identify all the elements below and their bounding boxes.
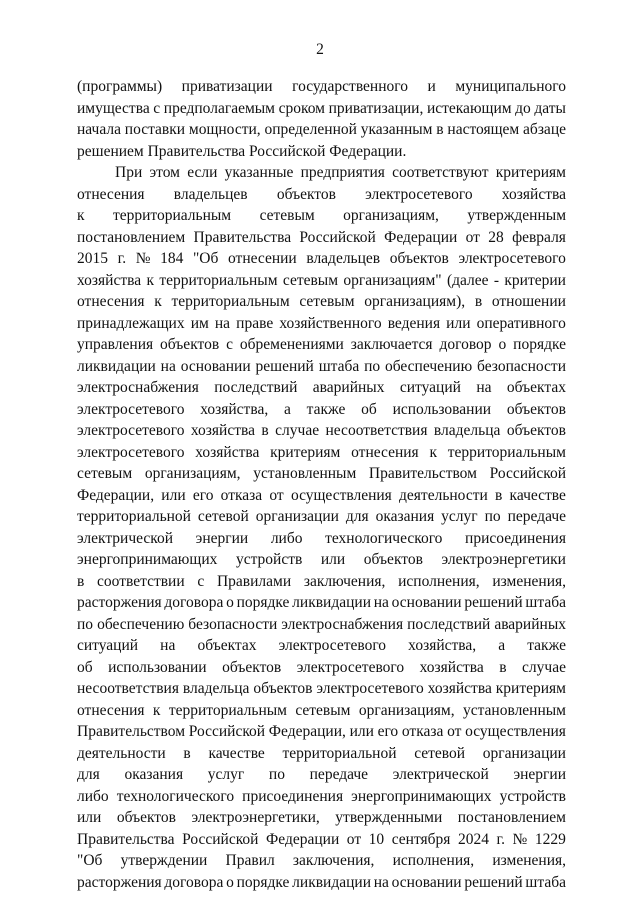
word: устройств — [499, 787, 566, 805]
word: порядке — [513, 336, 566, 353]
word: электросетевого — [365, 185, 473, 203]
word: ведения — [387, 314, 441, 332]
word: территориальной — [282, 744, 397, 762]
text-line — [77, 119, 566, 141]
word: абзаце — [523, 121, 566, 138]
word: сентября — [391, 830, 451, 848]
word: обременениями — [239, 336, 344, 353]
word: договора — [164, 873, 224, 891]
word: организации — [255, 508, 339, 525]
word: также — [306, 400, 346, 418]
word: изменения, — [492, 852, 566, 869]
word: критериям — [495, 680, 566, 697]
word: на — [214, 314, 231, 332]
word: (далее — [446, 271, 489, 289]
word: 1229 — [534, 830, 566, 848]
word: или — [161, 486, 186, 504]
word: предприятия — [300, 164, 385, 181]
page-number: 2 — [316, 41, 324, 58]
word: об — [361, 400, 377, 418]
word: также — [527, 637, 566, 654]
word: организациям, — [343, 207, 439, 224]
word: критериям — [495, 164, 566, 181]
word: соответствуют — [392, 164, 489, 181]
word: организациям, — [358, 701, 455, 719]
word: штаба — [318, 357, 360, 375]
word: к — [154, 293, 162, 310]
word: имущества — [77, 99, 150, 117]
word: постановлением — [77, 228, 186, 246]
word: безопасности — [188, 615, 278, 633]
word: штаба — [525, 594, 566, 611]
word: исполнения, — [392, 852, 475, 869]
text-line — [77, 98, 566, 120]
text-line — [77, 184, 566, 206]
word: присоединения — [465, 529, 566, 547]
word: ситуаций — [77, 637, 139, 654]
word: к — [152, 701, 161, 719]
word: к — [429, 443, 437, 461]
word: организации — [482, 744, 566, 762]
word: по — [268, 766, 285, 783]
word: заключения, — [292, 852, 375, 869]
word: по — [484, 508, 501, 525]
word: мощности, — [188, 121, 261, 138]
word: устройств — [235, 551, 303, 568]
word: 184 — [160, 250, 184, 267]
text-line — [77, 721, 566, 743]
word: в — [261, 422, 269, 439]
word: или — [349, 723, 374, 740]
word: договора — [164, 594, 224, 611]
text-line — [77, 743, 566, 765]
word: настоящем — [447, 121, 520, 138]
word: передаче — [507, 508, 566, 525]
word: даты — [534, 99, 566, 117]
word: качестве — [208, 744, 265, 762]
word: в — [77, 572, 85, 590]
word: отношении — [491, 293, 566, 310]
word: ликвидации — [77, 357, 156, 375]
word: до — [515, 99, 531, 117]
text-line — [77, 227, 566, 249]
word: 10 — [368, 830, 385, 848]
word: а — [498, 637, 506, 654]
word: передаче — [309, 766, 369, 783]
word: 28 — [488, 228, 504, 246]
word: электроэнергетики, — [191, 809, 320, 826]
word: электросетевого — [316, 680, 424, 697]
word: случае — [275, 422, 320, 439]
word: на — [160, 357, 176, 375]
word: использовании — [108, 658, 207, 676]
word: отнесения — [77, 185, 145, 203]
word: утвержденным — [467, 207, 566, 224]
word: "Об — [77, 852, 103, 869]
word: 2024 — [457, 830, 489, 848]
word: владельцев — [306, 250, 381, 267]
word: обеспечению — [97, 615, 185, 633]
word: "Об — [192, 250, 219, 267]
word: электроснабжения — [281, 615, 404, 633]
word: объектов — [160, 336, 220, 353]
word: - — [493, 271, 500, 289]
word: утвержденными — [335, 809, 443, 826]
word: хозяйства — [419, 658, 484, 676]
word: установленным — [462, 701, 566, 719]
word: начала — [77, 121, 121, 138]
word: от — [346, 830, 362, 848]
word: Правительством — [77, 723, 186, 740]
word: в — [183, 744, 191, 762]
word: оперативного — [476, 314, 566, 332]
word: по — [364, 357, 381, 375]
word: территориальным — [171, 293, 290, 310]
text-line — [77, 678, 566, 700]
text-line: решением Правительства Российской Федерации. — [77, 142, 407, 160]
text-line — [77, 205, 566, 227]
word: на — [476, 379, 492, 396]
word: услуг — [207, 766, 245, 783]
word: сетевой — [414, 744, 466, 762]
word: либо — [77, 787, 109, 805]
word: организациям), — [364, 293, 466, 310]
word: принадлежащих — [77, 314, 185, 332]
word: отнесения — [77, 293, 145, 310]
word: При — [115, 164, 143, 181]
word: с — [226, 336, 233, 353]
text-line — [77, 549, 566, 571]
text-line — [77, 463, 566, 485]
word: его — [377, 723, 399, 740]
word: Федерации — [266, 830, 340, 848]
word: в — [474, 293, 483, 310]
word: качестве — [509, 486, 566, 504]
word: им — [190, 314, 209, 332]
text-line — [77, 592, 566, 614]
word: энергии — [195, 529, 249, 547]
word: его — [192, 486, 214, 504]
word: на — [160, 637, 176, 654]
word: использовании — [392, 400, 492, 418]
word: сетевой — [197, 508, 249, 525]
word: от — [465, 228, 480, 246]
word: оказания — [124, 766, 184, 783]
word: объектах — [506, 379, 566, 396]
text-line — [77, 334, 566, 356]
word: несоответствия — [325, 422, 428, 439]
word: ликвидации — [292, 873, 371, 891]
text-line — [77, 786, 566, 808]
word: порядке — [236, 873, 290, 891]
word: критериям — [270, 443, 341, 461]
text-line — [77, 442, 566, 464]
word: обеспечению — [384, 357, 473, 375]
text-line — [77, 657, 566, 679]
word: а — [283, 400, 291, 418]
text-line — [77, 506, 566, 528]
word: в — [494, 486, 503, 504]
word: объектов — [276, 185, 336, 203]
word: электрической — [77, 529, 174, 547]
word: сетевым — [282, 271, 339, 289]
word: хозяйства — [427, 680, 492, 697]
word: случае — [522, 658, 566, 676]
word: оказания — [375, 508, 435, 525]
word: решений — [464, 594, 523, 611]
word: или — [446, 314, 471, 332]
word: на — [373, 873, 389, 891]
word: хозяйства, — [408, 637, 477, 654]
text-line — [77, 850, 566, 872]
text-line — [77, 571, 566, 593]
word: деятельности — [77, 744, 166, 762]
text-line — [77, 614, 566, 636]
word: и — [427, 78, 436, 95]
word: территориальным — [159, 271, 278, 289]
text-line — [77, 399, 566, 421]
word: Федерации, — [77, 486, 155, 504]
text-line — [77, 420, 566, 442]
word: хозяйства — [195, 443, 260, 461]
word: Правил — [225, 852, 275, 869]
word: Правительства — [77, 830, 175, 848]
word: ситуаций — [399, 379, 461, 396]
word: для — [77, 766, 100, 783]
word: г. — [496, 830, 505, 848]
word: аварийных — [494, 615, 566, 633]
word: объектов — [116, 809, 176, 826]
word: основании — [391, 873, 462, 891]
word: договор — [439, 336, 492, 353]
word: электросетевого — [296, 658, 405, 676]
word: хозяйственного — [279, 314, 382, 332]
word: решений — [255, 357, 314, 375]
text-line — [77, 162, 566, 184]
text-line — [77, 76, 566, 98]
word: территориальной — [77, 508, 191, 525]
word: объектов — [389, 250, 449, 267]
word: истекающим — [426, 99, 512, 117]
word: владельца — [182, 680, 250, 697]
word: организациям, — [144, 465, 241, 482]
text-line — [77, 635, 566, 657]
word: электроэнергетики — [441, 551, 566, 568]
word: (программы) — [77, 78, 163, 95]
word: владельцев — [173, 185, 248, 203]
word: приватизации — [181, 78, 273, 95]
word: расторжения — [77, 873, 162, 891]
word: приватизации, — [328, 99, 424, 117]
text-line — [77, 528, 566, 550]
word: основании — [391, 594, 462, 611]
word: о — [498, 336, 507, 353]
word: организациям" — [343, 271, 442, 289]
text-line — [77, 313, 566, 335]
word: Российской — [299, 228, 376, 246]
word: электросетевого — [458, 250, 566, 267]
word: о — [226, 873, 234, 891]
text-line — [77, 356, 566, 378]
word: управления — [77, 336, 154, 353]
word: владельца — [433, 422, 501, 439]
word: или — [77, 809, 102, 826]
word: объектов — [363, 551, 423, 568]
word: об — [77, 658, 93, 676]
text-line — [77, 829, 566, 851]
word: в — [499, 658, 507, 676]
word: отказа — [220, 486, 263, 504]
word: Федерации — [384, 228, 458, 246]
word: предполагаемым — [163, 99, 275, 117]
word: Российской — [489, 465, 566, 482]
word: сроком — [278, 99, 325, 117]
word: территориальным — [168, 701, 287, 719]
word: г. — [117, 250, 127, 267]
text-line — [77, 807, 566, 829]
word: хозяйства — [501, 185, 566, 203]
word: изменения, — [492, 572, 566, 590]
word: объектов — [253, 680, 313, 697]
word: исполнения, — [398, 572, 480, 590]
word: к — [77, 207, 85, 224]
word: объектов — [506, 400, 566, 418]
word: утверждении — [120, 852, 208, 869]
word: к — [146, 271, 154, 289]
word: указанным — [360, 121, 433, 138]
word: с — [197, 572, 205, 590]
word: февраля — [512, 228, 566, 246]
word: указанные — [224, 164, 294, 181]
word: электроснабжения — [77, 379, 199, 396]
word: территориальным — [447, 443, 566, 461]
word: технологического — [116, 787, 235, 805]
word: последствий — [407, 615, 491, 633]
word: № — [135, 250, 151, 267]
word: отнесения — [77, 701, 145, 719]
word: последствий — [214, 379, 298, 396]
word: в — [436, 121, 444, 138]
word: от — [269, 486, 284, 504]
word: поставки — [124, 121, 186, 138]
word: государственного — [292, 78, 408, 95]
word: заключения, — [303, 572, 386, 590]
word: объектов — [222, 658, 282, 676]
word: этом — [149, 164, 180, 181]
word: технологического — [325, 529, 443, 547]
word: ликвидации — [292, 594, 371, 611]
word: для — [345, 508, 369, 525]
word: с — [153, 99, 161, 117]
word: осуществления — [465, 723, 566, 740]
word: либо — [270, 529, 303, 547]
word: отказа — [401, 723, 444, 740]
word: Федерации, — [268, 723, 346, 740]
word: критерии — [504, 271, 566, 289]
word: электросетевого — [77, 422, 185, 439]
word: электросетевого — [278, 637, 387, 654]
word: хозяйства — [190, 422, 255, 439]
word: расторжения — [77, 594, 162, 611]
word: Правительства — [193, 228, 292, 246]
word: электросетевого — [77, 443, 185, 461]
word: определенной — [264, 121, 357, 138]
document-body — [77, 76, 566, 893]
word: от — [447, 723, 462, 740]
word: 2015 — [77, 250, 108, 267]
word: штаба — [525, 873, 566, 891]
word: осуществления — [290, 486, 392, 504]
word: установленным — [253, 465, 357, 482]
word: Российской — [182, 830, 259, 848]
word: о — [226, 594, 234, 611]
word: порядке — [236, 594, 290, 611]
word: отнесения — [351, 443, 419, 461]
text-line — [77, 764, 566, 786]
word: аварийных — [312, 379, 385, 396]
word: несоответствия — [77, 680, 179, 697]
word: заключается — [350, 336, 433, 353]
text-line — [77, 270, 566, 292]
word: сетевым — [295, 701, 351, 719]
text-line — [77, 248, 566, 270]
word: электрической — [392, 766, 489, 783]
text-line — [77, 872, 566, 894]
text-line — [77, 700, 566, 722]
word: объектах — [197, 637, 257, 654]
word: услуг — [441, 508, 478, 525]
text-line — [77, 291, 566, 313]
word: № — [512, 830, 528, 848]
word: или — [320, 551, 346, 568]
word: безопасности — [477, 357, 566, 375]
word: объектов — [506, 422, 566, 439]
word: энергопринимающих — [351, 787, 492, 805]
word: хозяйства, — [200, 400, 269, 418]
word: по — [77, 615, 94, 633]
word: сетевым — [259, 207, 315, 224]
word: сетевым — [77, 465, 133, 482]
word: присоединения — [242, 787, 344, 805]
word: энергопринимающих — [77, 551, 218, 568]
word: муниципального — [455, 78, 566, 95]
word: основании — [180, 357, 251, 375]
word: деятельности — [399, 486, 488, 504]
word: Правилами — [216, 572, 292, 590]
word: если — [187, 164, 218, 181]
word: праве — [236, 314, 274, 332]
word: электросетевого — [77, 400, 185, 418]
word: Правительством — [368, 465, 477, 482]
word: постановлением — [457, 809, 566, 826]
text-line — [77, 485, 566, 507]
word: территориальным — [112, 207, 232, 224]
word: сетевым — [299, 293, 355, 310]
word: на — [373, 594, 389, 611]
word: отнесении — [228, 250, 297, 267]
word: хозяйства — [77, 271, 142, 289]
word: энергии — [513, 766, 566, 783]
word: соответствии — [97, 572, 185, 590]
word: решений — [464, 873, 523, 891]
text-line — [77, 377, 566, 399]
word: Российской — [188, 723, 266, 740]
